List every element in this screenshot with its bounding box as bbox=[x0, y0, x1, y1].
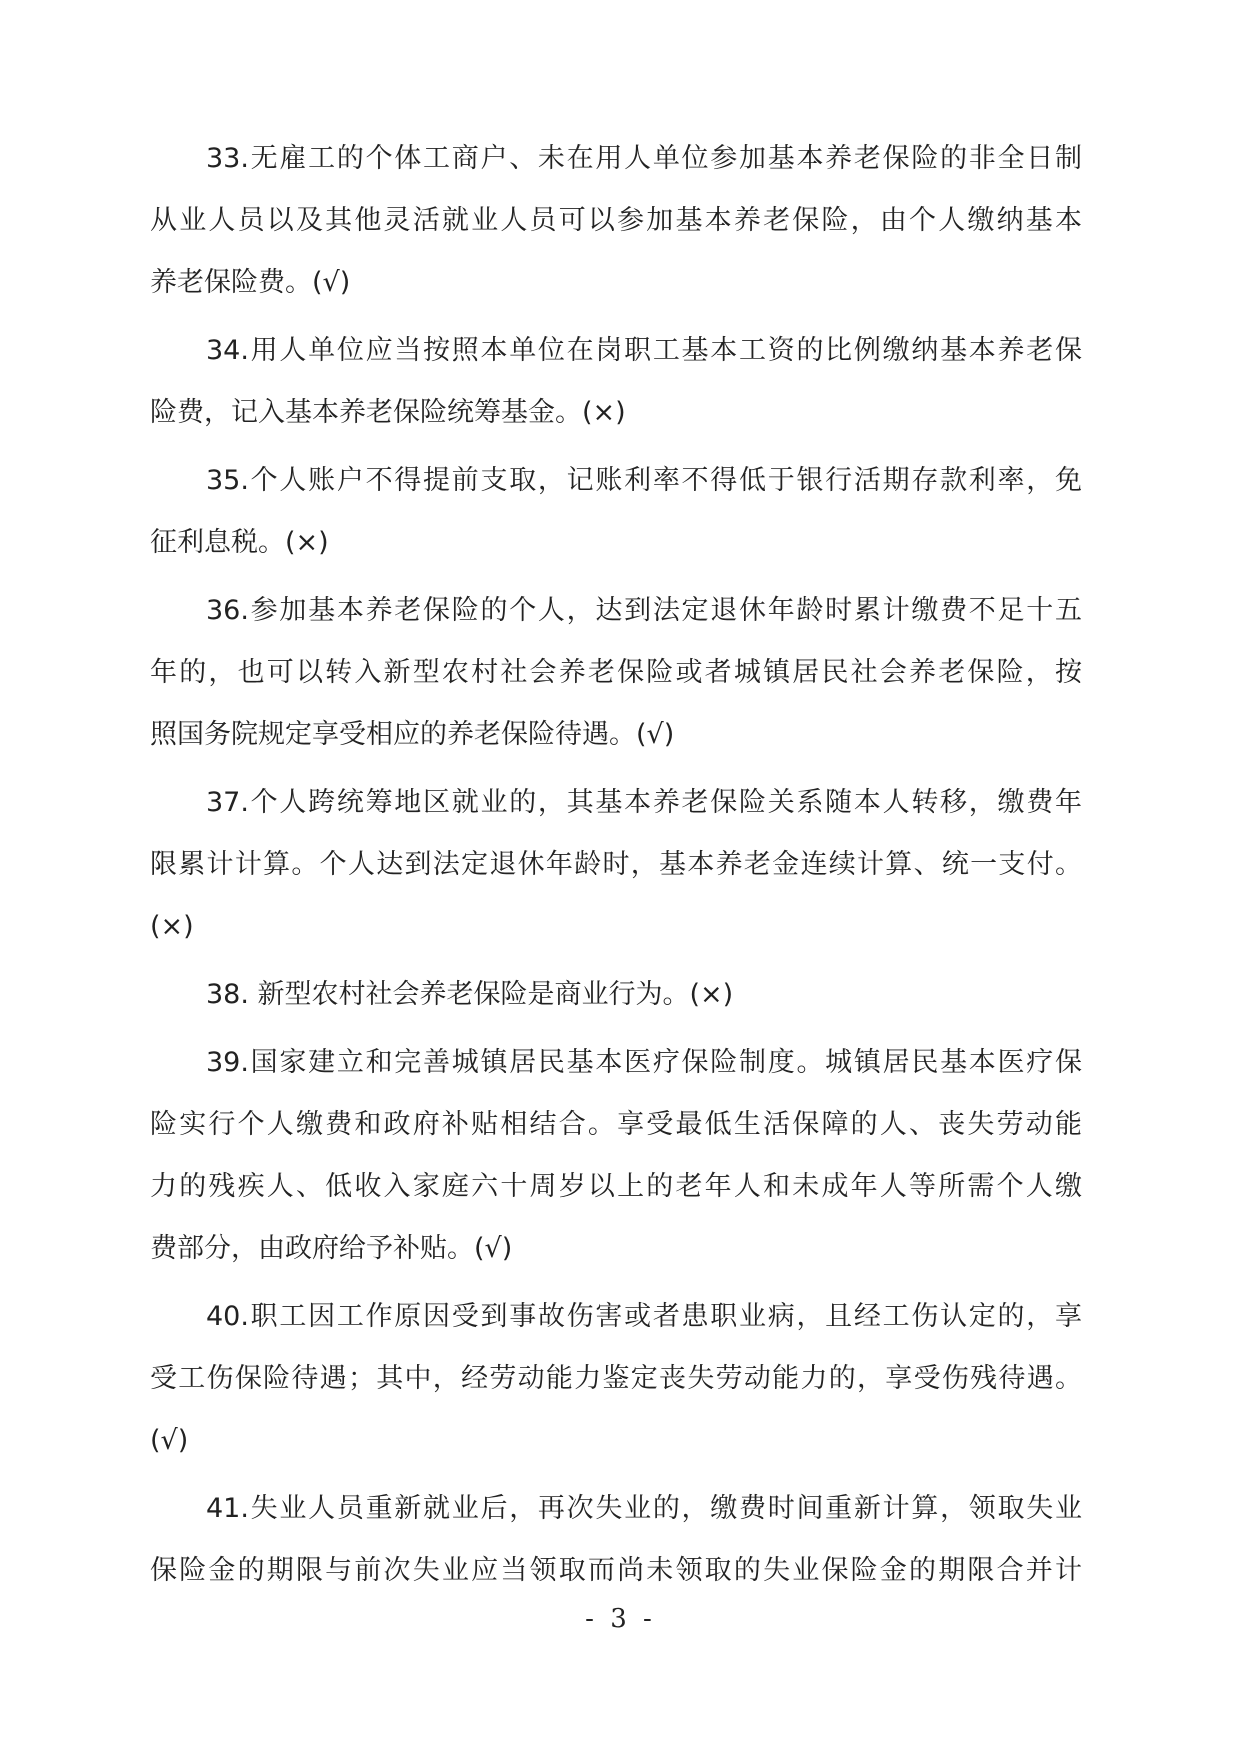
text-line: 40.职工因工作原因受到事故伤害或者患职业病，且经工伤认定的，享 bbox=[206, 1301, 1082, 1332]
paragraph-39 bbox=[150, 1032, 1082, 1280]
paragraph-36 bbox=[150, 580, 1082, 766]
paragraph-37 bbox=[150, 772, 1082, 958]
text-line: 33.无雇工的个体工商户、未在用人单位参加基本养老保险的非全日制 bbox=[206, 143, 1082, 174]
paragraph-38 bbox=[150, 964, 1082, 1026]
text-line: 38. 新型农村社会养老保险是商业行为。(×) bbox=[206, 979, 734, 1010]
text-line: 照国务院规定享受相应的养老保险待遇。(√) bbox=[150, 719, 675, 750]
text-line: 受工伤保险待遇；其中，经劳动能力鉴定丧失劳动能力的，享受伤残待遇。 bbox=[150, 1363, 1082, 1394]
text-line: 限累计计算。个人达到法定退休年龄时，基本养老金连续计算、统一支付。 bbox=[150, 849, 1082, 880]
text-line: 征利息税。(×) bbox=[150, 527, 329, 558]
text-line: 41.失业人员重新就业后，再次失业的，缴费时间重新计算，领取失业 bbox=[206, 1493, 1082, 1524]
text-line: 费部分，由政府给予补贴。(√) bbox=[150, 1233, 513, 1264]
paragraph-33 bbox=[150, 128, 1082, 314]
paragraph-40 bbox=[150, 1286, 1082, 1472]
text-line: 险实行个人缴费和政府补贴相结合。享受最低生活保障的人、丧失劳动能 bbox=[150, 1109, 1082, 1140]
text-line: 34.用人单位应当按照本单位在岗职工基本工资的比例缴纳基本养老保 bbox=[206, 335, 1082, 366]
paragraph-34 bbox=[150, 320, 1082, 444]
paragraph-41 bbox=[150, 1478, 1082, 1602]
page-number: - 3 - bbox=[585, 1604, 656, 1634]
text-line: 险费，记入基本养老保险统筹基金。(×) bbox=[150, 397, 626, 428]
text-line: 39.国家建立和完善城镇居民基本医疗保险制度。城镇居民基本医疗保 bbox=[206, 1047, 1082, 1078]
text-line: 力的残疾人、低收入家庭六十周岁以上的老年人和未成年人等所需个人缴 bbox=[150, 1171, 1082, 1202]
document-body bbox=[150, 128, 1082, 1602]
text-line: (×) bbox=[150, 911, 194, 942]
text-line: 保险金的期限与前次失业应当领取而尚未领取的失业保险金的期限合并计 bbox=[150, 1555, 1082, 1586]
text-line: 年的，也可以转入新型农村社会养老保险或者城镇居民社会养老保险，按 bbox=[150, 657, 1082, 688]
text-line: 37.个人跨统筹地区就业的，其基本养老保险关系随本人转移，缴费年 bbox=[206, 787, 1082, 818]
text-line: 36.参加基本养老保险的个人，达到法定退休年龄时累计缴费不足十五 bbox=[206, 595, 1082, 626]
text-line: 养老保险费。(√) bbox=[150, 267, 351, 298]
text-line: 35.个人账户不得提前支取，记账利率不得低于银行活期存款利率，免 bbox=[206, 465, 1082, 496]
paragraph-35 bbox=[150, 450, 1082, 574]
text-line: 从业人员以及其他灵活就业人员可以参加基本养老保险，由个人缴纳基本 bbox=[150, 205, 1082, 236]
text-line: (√) bbox=[150, 1425, 189, 1456]
